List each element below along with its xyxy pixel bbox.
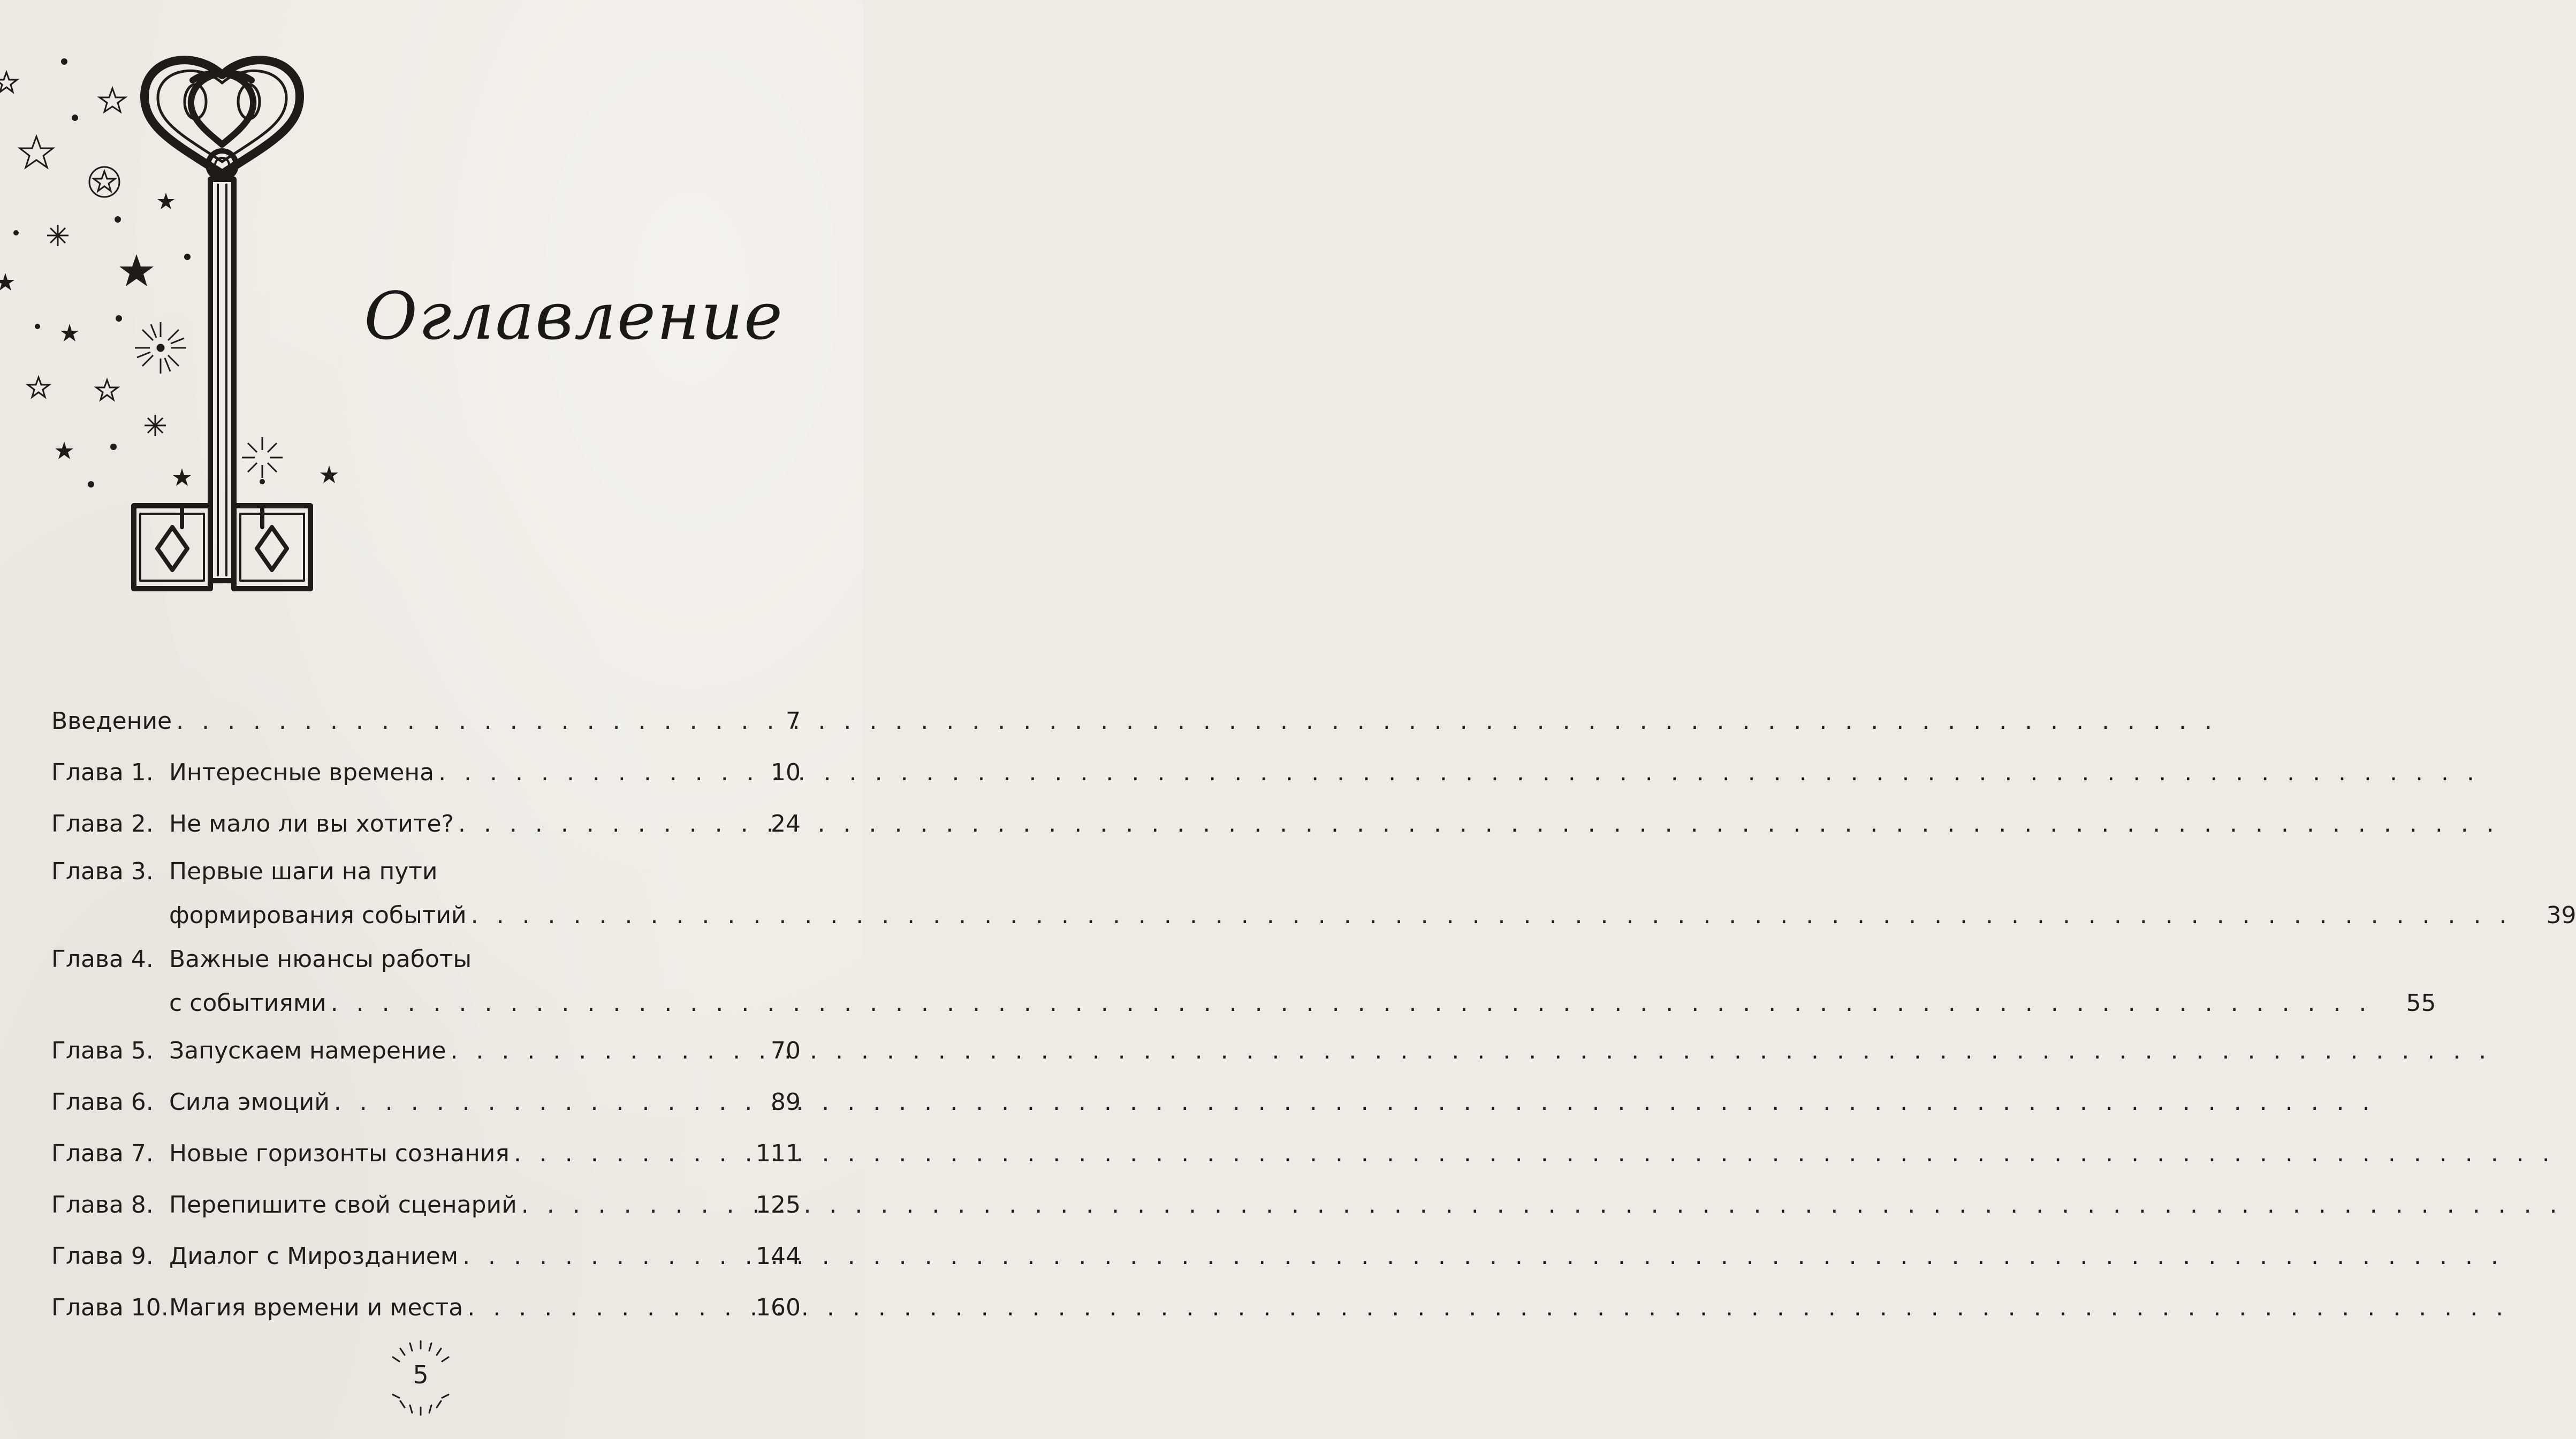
toc-entry (51, 1231, 801, 1282)
toc-title: Сила эмоций (169, 1088, 330, 1116)
toc-label: Глава 4. (51, 946, 154, 973)
sunburst-icon (145, 415, 166, 436)
toc-title: формирования событий (169, 902, 467, 929)
toc-title: Запускаем намерение (169, 1037, 446, 1064)
sunburst-icon (242, 437, 283, 478)
star-icon (173, 468, 191, 486)
toc-entry (51, 1025, 801, 1077)
toc-label: Глава 8. (51, 1191, 154, 1219)
sunburst-icon (135, 322, 186, 374)
toc-leader (176, 696, 736, 747)
toc-page-number: 144 (756, 1243, 801, 1270)
toc-leader (462, 1231, 736, 1282)
toc-label: Глава 3. (51, 858, 154, 885)
toc-leader (467, 1282, 736, 1334)
toc-page-number: 70 (771, 1037, 801, 1064)
toc-leader (458, 798, 736, 850)
page-title: Оглавление (364, 278, 784, 354)
toc-page-number: 111 (756, 1140, 801, 1167)
toc-page-number: 39 (2546, 902, 2576, 929)
key-illustration (0, 43, 343, 631)
toc-title: Не мало ли вы хотите? (169, 810, 454, 837)
toc-label: Глава 9. (51, 1243, 154, 1270)
toc-page-number: 10 (771, 759, 801, 786)
star-icon (55, 441, 73, 459)
toc-entry (51, 747, 801, 798)
toc-title: Интересные времена (169, 759, 435, 786)
toc-label: Введение (51, 707, 172, 735)
toc-page-number: 24 (771, 810, 801, 837)
toc-entry (51, 938, 2436, 1025)
star-icon (20, 136, 53, 167)
star-icon (0, 273, 14, 291)
toc-entry (51, 1077, 801, 1128)
toc-title: Магия времени и места (169, 1294, 463, 1321)
toc-leader (471, 894, 2512, 938)
star-icon (28, 377, 49, 397)
star-icon (320, 466, 338, 483)
toc-title-line: Важные нюансы работы (169, 946, 472, 973)
toc-entry (51, 850, 2576, 938)
toc-title: Новые горизонты сознания (169, 1140, 510, 1167)
toc-label: Глава 5. (51, 1037, 154, 1064)
toc-label: Глава 7. (51, 1140, 154, 1167)
toc-title-line: Первые шаги на пути (169, 858, 438, 885)
toc-label: Глава 2. (51, 810, 154, 837)
page-number-block (378, 1338, 463, 1418)
star-icon (60, 324, 79, 341)
toc-page-number: 7 (786, 707, 801, 735)
toc-entry (51, 696, 801, 747)
toc-entry (51, 798, 801, 850)
toc-title: с событиями (169, 989, 326, 1017)
star-icon (119, 254, 154, 286)
toc-entry (51, 1179, 801, 1231)
star-icon (100, 88, 125, 112)
toc-page-number: 55 (2406, 989, 2436, 1017)
toc-leader (438, 747, 736, 798)
page-number: 5 (413, 1360, 429, 1389)
toc-title: Диалог с Мирозданием (169, 1243, 459, 1270)
toc-entry (51, 1282, 801, 1334)
toc-page-number: 125 (756, 1191, 801, 1219)
toc-leader (331, 981, 2372, 1025)
toc-label: Глава 10. (51, 1294, 169, 1321)
toc-label: Глава 1. (51, 759, 154, 786)
star-icon (96, 380, 118, 400)
toc-label: Глава 6. (51, 1088, 154, 1116)
star-icon (157, 193, 174, 209)
toc-entry (51, 1128, 801, 1179)
star-icon (0, 72, 17, 92)
toc-leader (514, 1128, 736, 1179)
toc-leader (334, 1077, 736, 1128)
star-icon (94, 171, 115, 191)
toc-page-number: 89 (771, 1088, 801, 1116)
toc-page-number: 160 (756, 1294, 801, 1321)
sunburst-icon (47, 225, 69, 246)
toc-title: Перепишите свой сценарий (169, 1191, 517, 1219)
toc-leader (450, 1025, 736, 1077)
toc-leader (521, 1179, 736, 1231)
table-of-contents (51, 696, 2576, 1334)
